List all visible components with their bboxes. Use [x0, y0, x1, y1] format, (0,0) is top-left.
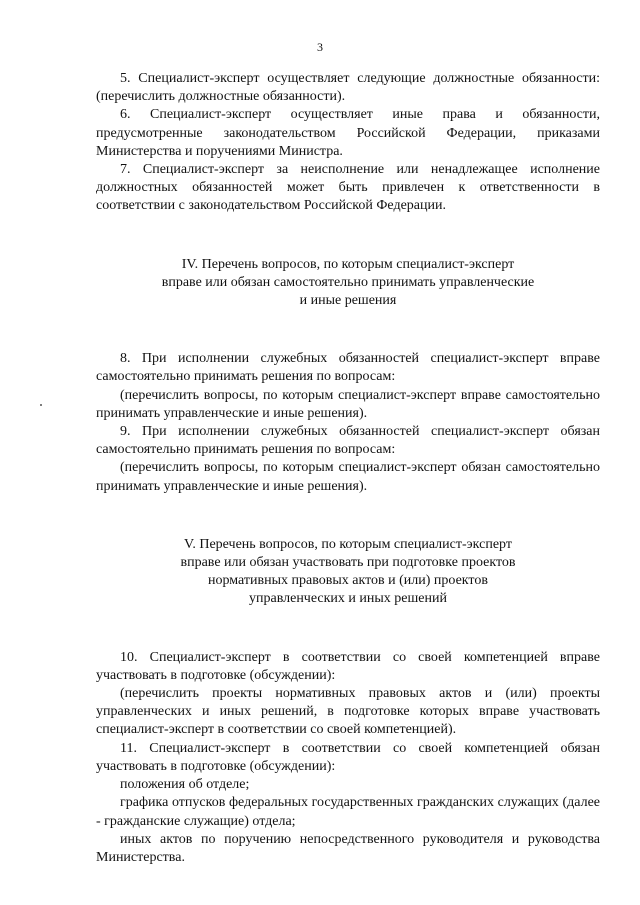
- paragraph-9-list: (перечислить вопросы, по которым специалист-эксперт обязан самостоятельно принимать управленческие и иные решения).: [96, 460, 600, 494]
- page-number: 3: [317, 40, 323, 54]
- paragraph-5: 5. Специалист-эксперт осуществляет следующие должностные обязанности: (перечислить должностные обязанности).: [96, 71, 600, 105]
- paragraph-11-item: положения об отделе;: [120, 777, 250, 793]
- paragraph-9: 9. При исполнении служебных обязанностей специалист-эксперт обязан самостоятельно принимать решения по вопросам:: [96, 424, 600, 458]
- section-5-heading: [96, 536, 600, 609]
- paragraph-11-item: иных актов по поручению непосредственного руководителя и руководства Министерства.: [96, 831, 600, 865]
- paragraph-8-list: (перечислить вопросы, по которым специалист-эксперт вправе самостоятельно принимать управленческие и иные решения).: [96, 387, 600, 421]
- section-5-heading-line: вправе или обязан участвовать при подготовке проектов: [180, 555, 516, 571]
- section-5-heading-line: V. Перечень вопросов, по которым специалист-эксперт: [184, 536, 512, 552]
- paragraph-6: 6. Специалист-эксперт осуществляет иные права и обязанности, предусмотренные законодательством Российской Федерации, приказами Министерства и поручениями Министра.: [96, 107, 600, 159]
- section-4-heading-line: и иные решения: [299, 293, 397, 309]
- section-4-heading-line: IV. Перечень вопросов, по которым специалист-эксперт: [181, 256, 515, 272]
- document-body: [96, 70, 600, 867]
- scan-speck: [40, 404, 42, 406]
- spacer: [96, 496, 600, 536]
- paragraph-11-item: графика отпусков федеральных государственных гражданских служащих (далее - гражданские служащие) отдела;: [96, 795, 600, 829]
- section-5-heading-line: нормативных правовых актов и (или) проектов: [208, 573, 488, 589]
- paragraph-8: 8. При исполнении служебных обязанностей специалист-эксперт вправе самостоятельно принимать решения по вопросам:: [96, 351, 600, 385]
- paragraph-10-list: (перечислить проекты нормативных правовых актов и (или) проекты управленческих и иных решений, в подготовке которых вправе участвовать специалист-эксперт в соответствии со своей компетенцией).: [96, 686, 600, 738]
- section-4-heading: [96, 256, 600, 311]
- spacer: [96, 609, 600, 649]
- spacer: [96, 310, 600, 350]
- paragraph-10: 10. Специалист-эксперт в соответствии со своей компетенцией вправе участвовать в подготовке (обсуждении):: [96, 649, 600, 683]
- paragraph-7: 7. Специалист-эксперт за неисполнение или ненадлежащее исполнение должностных обязанностей может быть привлечен к ответственности в соответствии с законодательством Российской Федерации.: [96, 162, 600, 214]
- section-5-heading-line: управленческих и иных решений: [248, 591, 447, 607]
- spacer: [96, 216, 600, 256]
- section-4-heading-line: вправе или обязан самостоятельно принимать управленческие: [161, 274, 535, 290]
- paragraph-11: 11. Специалист-эксперт в соответствии со своей компетенцией обязан участвовать в подготовке (обсуждении):: [96, 740, 600, 774]
